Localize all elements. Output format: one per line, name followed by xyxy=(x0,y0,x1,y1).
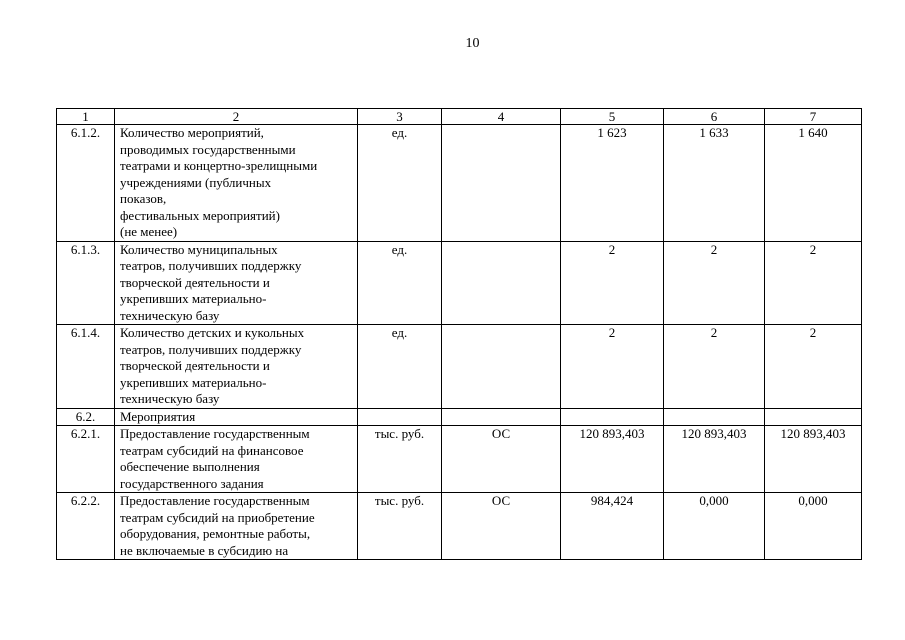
row-number: 6.1.4. xyxy=(57,325,115,409)
row-value-5: 2 xyxy=(561,325,664,409)
row-source xyxy=(442,241,561,325)
row-number: 6.2. xyxy=(57,408,115,426)
row-unit: тыс. руб. xyxy=(358,426,442,493)
row-value-6: 1 633 xyxy=(664,125,765,242)
row-number: 6.1.2. xyxy=(57,125,115,242)
table-row xyxy=(57,408,862,426)
row-value-5: 984,424 xyxy=(561,493,664,560)
row-unit xyxy=(358,408,442,426)
header-cell: 1 xyxy=(57,109,115,125)
row-source xyxy=(442,408,561,426)
indicators-table xyxy=(56,108,862,560)
row-value-6: 2 xyxy=(664,325,765,409)
row-value-6: 0,000 xyxy=(664,493,765,560)
header-cell: 2 xyxy=(115,109,358,125)
header-cell: 4 xyxy=(442,109,561,125)
row-name: Мероприятия xyxy=(115,408,358,426)
table-row xyxy=(57,493,862,560)
header-cell: 3 xyxy=(358,109,442,125)
row-value-5: 2 xyxy=(561,241,664,325)
page-number: 10 xyxy=(465,36,480,51)
row-value-5: 1 623 xyxy=(561,125,664,242)
row-value-6 xyxy=(664,408,765,426)
row-source: ОС xyxy=(442,493,561,560)
header-cell: 7 xyxy=(765,109,862,125)
row-value-7: 0,000 xyxy=(765,493,862,560)
row-name: Количество мероприятий, проводимых государственными театрами и концертно-зрелищными учреждениями (публичных показов, фестивальных мероприятий) (не менее) xyxy=(115,125,358,242)
table-row xyxy=(57,325,862,409)
table-row xyxy=(57,426,862,493)
row-name: Предоставление государственным театрам субсидий на приобретение оборудования, ремонтные работы, не включаемые в субсидию на xyxy=(115,493,358,560)
row-value-7 xyxy=(765,408,862,426)
row-name: Количество детских и кукольных театров, получивших поддержку творческой деятельности и укрепивших материально- техническую базу xyxy=(115,325,358,409)
row-source xyxy=(442,325,561,409)
header-cell: 6 xyxy=(664,109,765,125)
row-value-7: 1 640 xyxy=(765,125,862,242)
row-name: Предоставление государственным театрам субсидий на финансовое обеспечение выполнения государственного задания xyxy=(115,426,358,493)
row-unit: ед. xyxy=(358,325,442,409)
table-row xyxy=(57,241,862,325)
row-value-5 xyxy=(561,408,664,426)
row-number: 6.2.2. xyxy=(57,493,115,560)
row-unit: тыс. руб. xyxy=(358,493,442,560)
table-header-row xyxy=(57,109,862,125)
row-number: 6.1.3. xyxy=(57,241,115,325)
row-value-7: 2 xyxy=(765,241,862,325)
row-value-6: 2 xyxy=(664,241,765,325)
row-unit: ед. xyxy=(358,241,442,325)
row-name: Количество муниципальных театров, получивших поддержку творческой деятельности и укрепивших материально- техническую базу xyxy=(115,241,358,325)
row-unit: ед. xyxy=(358,125,442,242)
row-value-7: 120 893,403 xyxy=(765,426,862,493)
row-value-5: 120 893,403 xyxy=(561,426,664,493)
row-source: ОС xyxy=(442,426,561,493)
row-source xyxy=(442,125,561,242)
row-value-7: 2 xyxy=(765,325,862,409)
table-row xyxy=(57,125,862,242)
header-cell: 5 xyxy=(561,109,664,125)
row-number: 6.2.1. xyxy=(57,426,115,493)
row-value-6: 120 893,403 xyxy=(664,426,765,493)
